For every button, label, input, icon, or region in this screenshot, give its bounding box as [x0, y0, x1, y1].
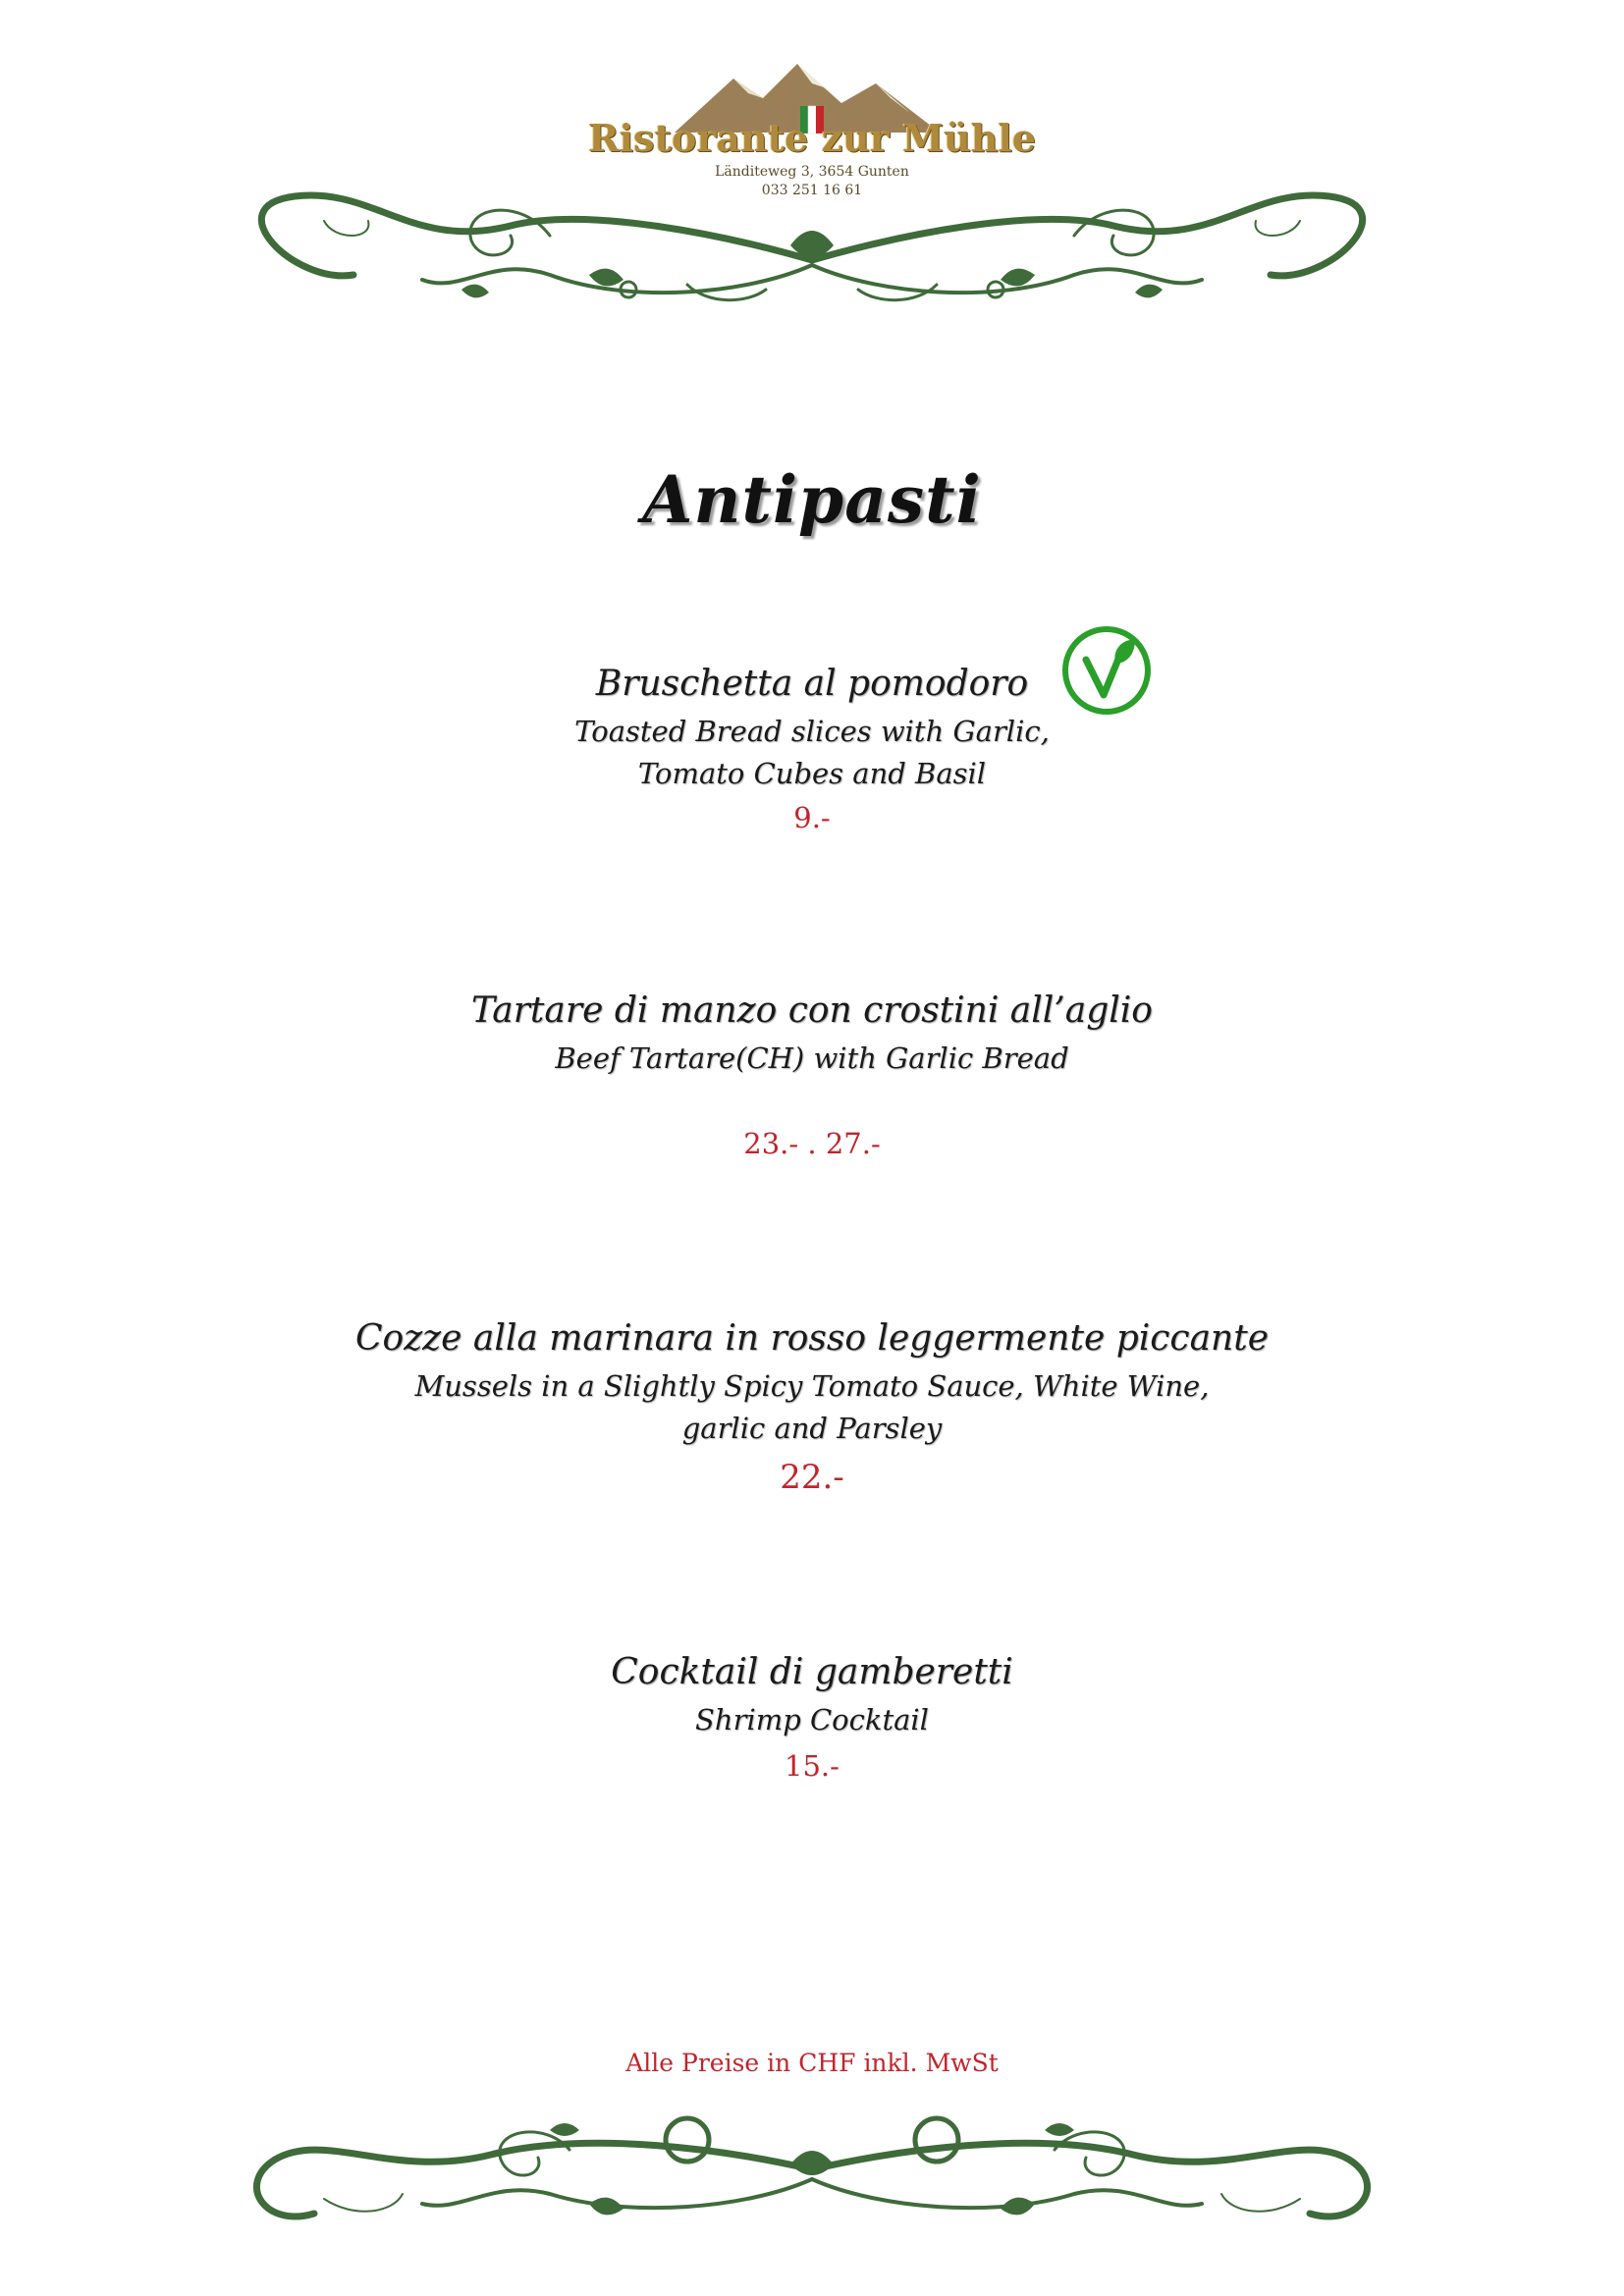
- menu-item-description: Mussels in a Slightly Spicy Tomato Sauce, White Wine,: [414, 1369, 1210, 1403]
- menu-item-price: 22.-: [780, 1458, 844, 1497]
- section-title: Antipasti: [642, 461, 982, 538]
- menu-item-description: Beef Tartare(CH) with Garlic Bread: [555, 1041, 1069, 1075]
- menu-item-name: Cocktail di gamberetti: [611, 1652, 1013, 1692]
- menu-item-description: Shrimp Cocktail: [695, 1703, 929, 1736]
- menu-item-price: 9.-: [793, 801, 831, 834]
- restaurant-name: Ristorante zur Mühle: [588, 116, 1036, 160]
- restaurant-phone: 033 251 16 61: [761, 183, 863, 198]
- top-flourish-ornament: [0, 167, 1624, 314]
- price-footnote: Alle Preise in CHF inkl. MwSt: [625, 2049, 999, 2077]
- menu-item-price: 15.-: [785, 1749, 839, 1783]
- bottom-flourish-ornament: [0, 2110, 1624, 2248]
- restaurant-address: Länditeweg 3, 3654 Gunten: [715, 164, 909, 180]
- vegetarian-icon: [1060, 624, 1153, 717]
- menu-item-name: Bruschetta al pomodoro: [595, 664, 1029, 704]
- menu-item-description: garlic and Parsley: [681, 1412, 943, 1445]
- menu-item-price: 23.- . 27.-: [743, 1127, 881, 1160]
- menu-item-description: Toasted Bread slices with Garlic,: [574, 715, 1050, 748]
- menu-item-name: Tartare di manzo con crostini all’aglio: [471, 990, 1153, 1031]
- menu-item-name: Cozze alla marinara in rosso leggermente piccante: [354, 1318, 1270, 1359]
- menu-item-description: Tomato Cubes and Basil: [637, 757, 987, 790]
